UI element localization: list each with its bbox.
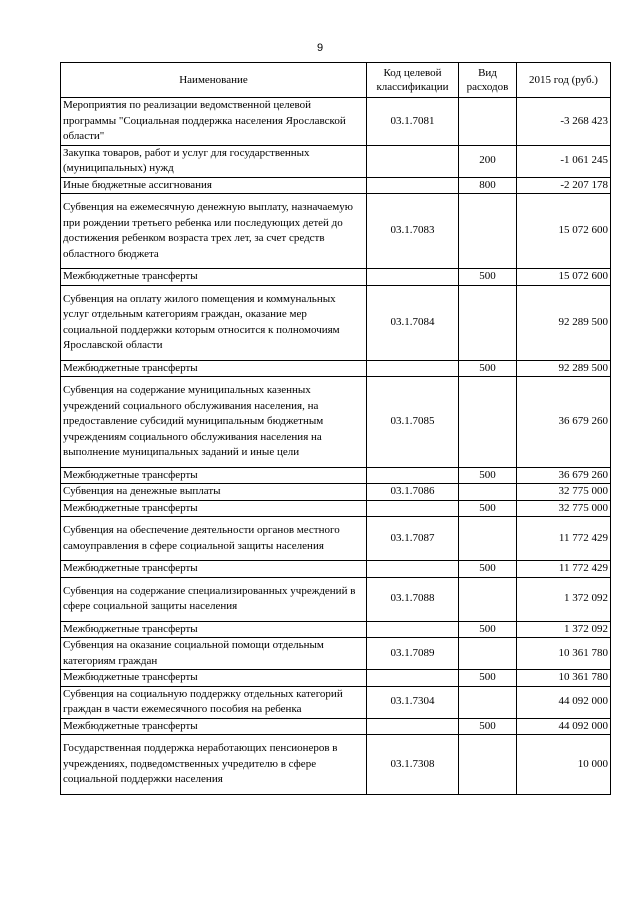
table-row <box>61 360 611 377</box>
row-code: 03.1.7086 <box>367 484 459 501</box>
row-type <box>459 377 517 468</box>
row-type <box>459 735 517 795</box>
row-type: 500 <box>459 360 517 377</box>
table-row <box>61 269 611 286</box>
row-amount: 15 072 600 <box>517 269 611 286</box>
row-code: 03.1.7089 <box>367 638 459 670</box>
table-row <box>61 686 611 718</box>
row-amount: 15 072 600 <box>517 194 611 269</box>
row-amount: 32 775 000 <box>517 500 611 517</box>
row-type: 200 <box>459 145 517 177</box>
row-type: 500 <box>459 718 517 735</box>
row-amount: 1 372 092 <box>517 621 611 638</box>
row-code: 03.1.7085 <box>367 377 459 468</box>
row-type <box>459 517 517 561</box>
table-row <box>61 517 611 561</box>
row-amount: -3 268 423 <box>517 98 611 146</box>
row-name: Иные бюджетные ассигнования <box>61 177 367 194</box>
row-amount: 92 289 500 <box>517 285 611 360</box>
row-type: 500 <box>459 500 517 517</box>
row-amount: 44 092 000 <box>517 686 611 718</box>
row-code: 03.1.7084 <box>367 285 459 360</box>
row-code <box>367 145 459 177</box>
row-name: Субвенция на ежемесячную денежную выплату, назначаемую при рождении третьего ребенка или последующих детей до достижения ребенком возраста трех лет, за счет средств областного бюджета <box>61 194 367 269</box>
header-code: Код целевой классификации <box>367 63 459 98</box>
row-amount: 92 289 500 <box>517 360 611 377</box>
row-amount: 10 361 780 <box>517 638 611 670</box>
row-code <box>367 621 459 638</box>
row-name: Субвенция на содержание муниципальных казенных учреждений социального обслуживания населения, на предоставление субсидий муниципальным бюджетным учреждениям социального обслуживания населения на выполнение муниципальных заданий и иные цели <box>61 377 367 468</box>
row-type <box>459 285 517 360</box>
table-header-row <box>61 63 611 98</box>
table-row <box>61 670 611 687</box>
budget-table <box>60 62 611 795</box>
row-name: Межбюджетные трансферты <box>61 718 367 735</box>
row-amount: 36 679 260 <box>517 467 611 484</box>
header-amount: 2015 год (руб.) <box>517 63 611 98</box>
row-code <box>367 561 459 578</box>
row-name: Закупка товаров, работ и услуг для государственных (муниципальных) нужд <box>61 145 367 177</box>
header-type: Вид расходов <box>459 63 517 98</box>
row-code: 03.1.7088 <box>367 577 459 621</box>
row-name: Субвенция на оказание социальной помощи отдельным категориям граждан <box>61 638 367 670</box>
row-type <box>459 638 517 670</box>
table-row <box>61 285 611 360</box>
table-row <box>61 98 611 146</box>
page-number: 9 <box>316 42 324 54</box>
row-code <box>367 718 459 735</box>
row-amount: 10 361 780 <box>517 670 611 687</box>
row-code <box>367 500 459 517</box>
row-code: 03.1.7304 <box>367 686 459 718</box>
row-amount: 11 772 429 <box>517 561 611 578</box>
row-amount: 11 772 429 <box>517 517 611 561</box>
row-type: 500 <box>459 670 517 687</box>
table-row <box>61 194 611 269</box>
row-amount: 44 092 000 <box>517 718 611 735</box>
row-name: Межбюджетные трансферты <box>61 269 367 286</box>
row-code: 03.1.7087 <box>367 517 459 561</box>
row-code: 03.1.7083 <box>367 194 459 269</box>
row-name: Субвенция на социальную поддержку отдельных категорий граждан в части ежемесячного пособия на ребенка <box>61 686 367 718</box>
row-code <box>367 467 459 484</box>
row-code: 03.1.7308 <box>367 735 459 795</box>
row-code <box>367 670 459 687</box>
row-name: Мероприятия по реализации ведомственной целевой программы "Социальная поддержка населения Ярославской области" <box>61 98 367 146</box>
header-name: Наименование <box>61 63 367 98</box>
table-row <box>61 561 611 578</box>
row-type: 500 <box>459 621 517 638</box>
table-row <box>61 484 611 501</box>
row-amount: 36 679 260 <box>517 377 611 468</box>
table-row <box>61 577 611 621</box>
row-amount: 32 775 000 <box>517 484 611 501</box>
row-type: 800 <box>459 177 517 194</box>
row-type: 500 <box>459 269 517 286</box>
row-name: Субвенция на содержание специализированных учреждений в сфере социальной защиты населения <box>61 577 367 621</box>
row-name: Субвенция на денежные выплаты <box>61 484 367 501</box>
row-amount: -1 061 245 <box>517 145 611 177</box>
row-type <box>459 98 517 146</box>
table-row <box>61 467 611 484</box>
row-name: Государственная поддержка неработающих пенсионеров в учреждениях, подведомственных учредителю в сфере социальной поддержки населения <box>61 735 367 795</box>
row-type <box>459 194 517 269</box>
row-type <box>459 484 517 501</box>
table-row <box>61 638 611 670</box>
table-row <box>61 377 611 468</box>
row-amount: -2 207 178 <box>517 177 611 194</box>
row-code <box>367 177 459 194</box>
table-row <box>61 177 611 194</box>
row-type: 500 <box>459 561 517 578</box>
row-name: Субвенция на оплату жилого помещения и коммунальных услуг отдельным категориям граждан, оказание мер социальной поддержки которым относится к полномочиям Ярославской области <box>61 285 367 360</box>
row-name: Межбюджетные трансферты <box>61 500 367 517</box>
row-code <box>367 360 459 377</box>
row-code <box>367 269 459 286</box>
table-row <box>61 735 611 795</box>
row-name: Межбюджетные трансферты <box>61 360 367 377</box>
row-code: 03.1.7081 <box>367 98 459 146</box>
row-amount: 1 372 092 <box>517 577 611 621</box>
row-type: 500 <box>459 467 517 484</box>
row-type <box>459 686 517 718</box>
row-amount: 10 000 <box>517 735 611 795</box>
row-name: Межбюджетные трансферты <box>61 561 367 578</box>
table-row <box>61 621 611 638</box>
row-name: Субвенция на обеспечение деятельности органов местного самоуправления в сфере социальной защиты населения <box>61 517 367 561</box>
table-body <box>61 98 611 795</box>
row-name: Межбюджетные трансферты <box>61 467 367 484</box>
table-row <box>61 718 611 735</box>
table-row <box>61 500 611 517</box>
row-name: Межбюджетные трансферты <box>61 621 367 638</box>
table-row <box>61 145 611 177</box>
row-name: Межбюджетные трансферты <box>61 670 367 687</box>
row-type <box>459 577 517 621</box>
